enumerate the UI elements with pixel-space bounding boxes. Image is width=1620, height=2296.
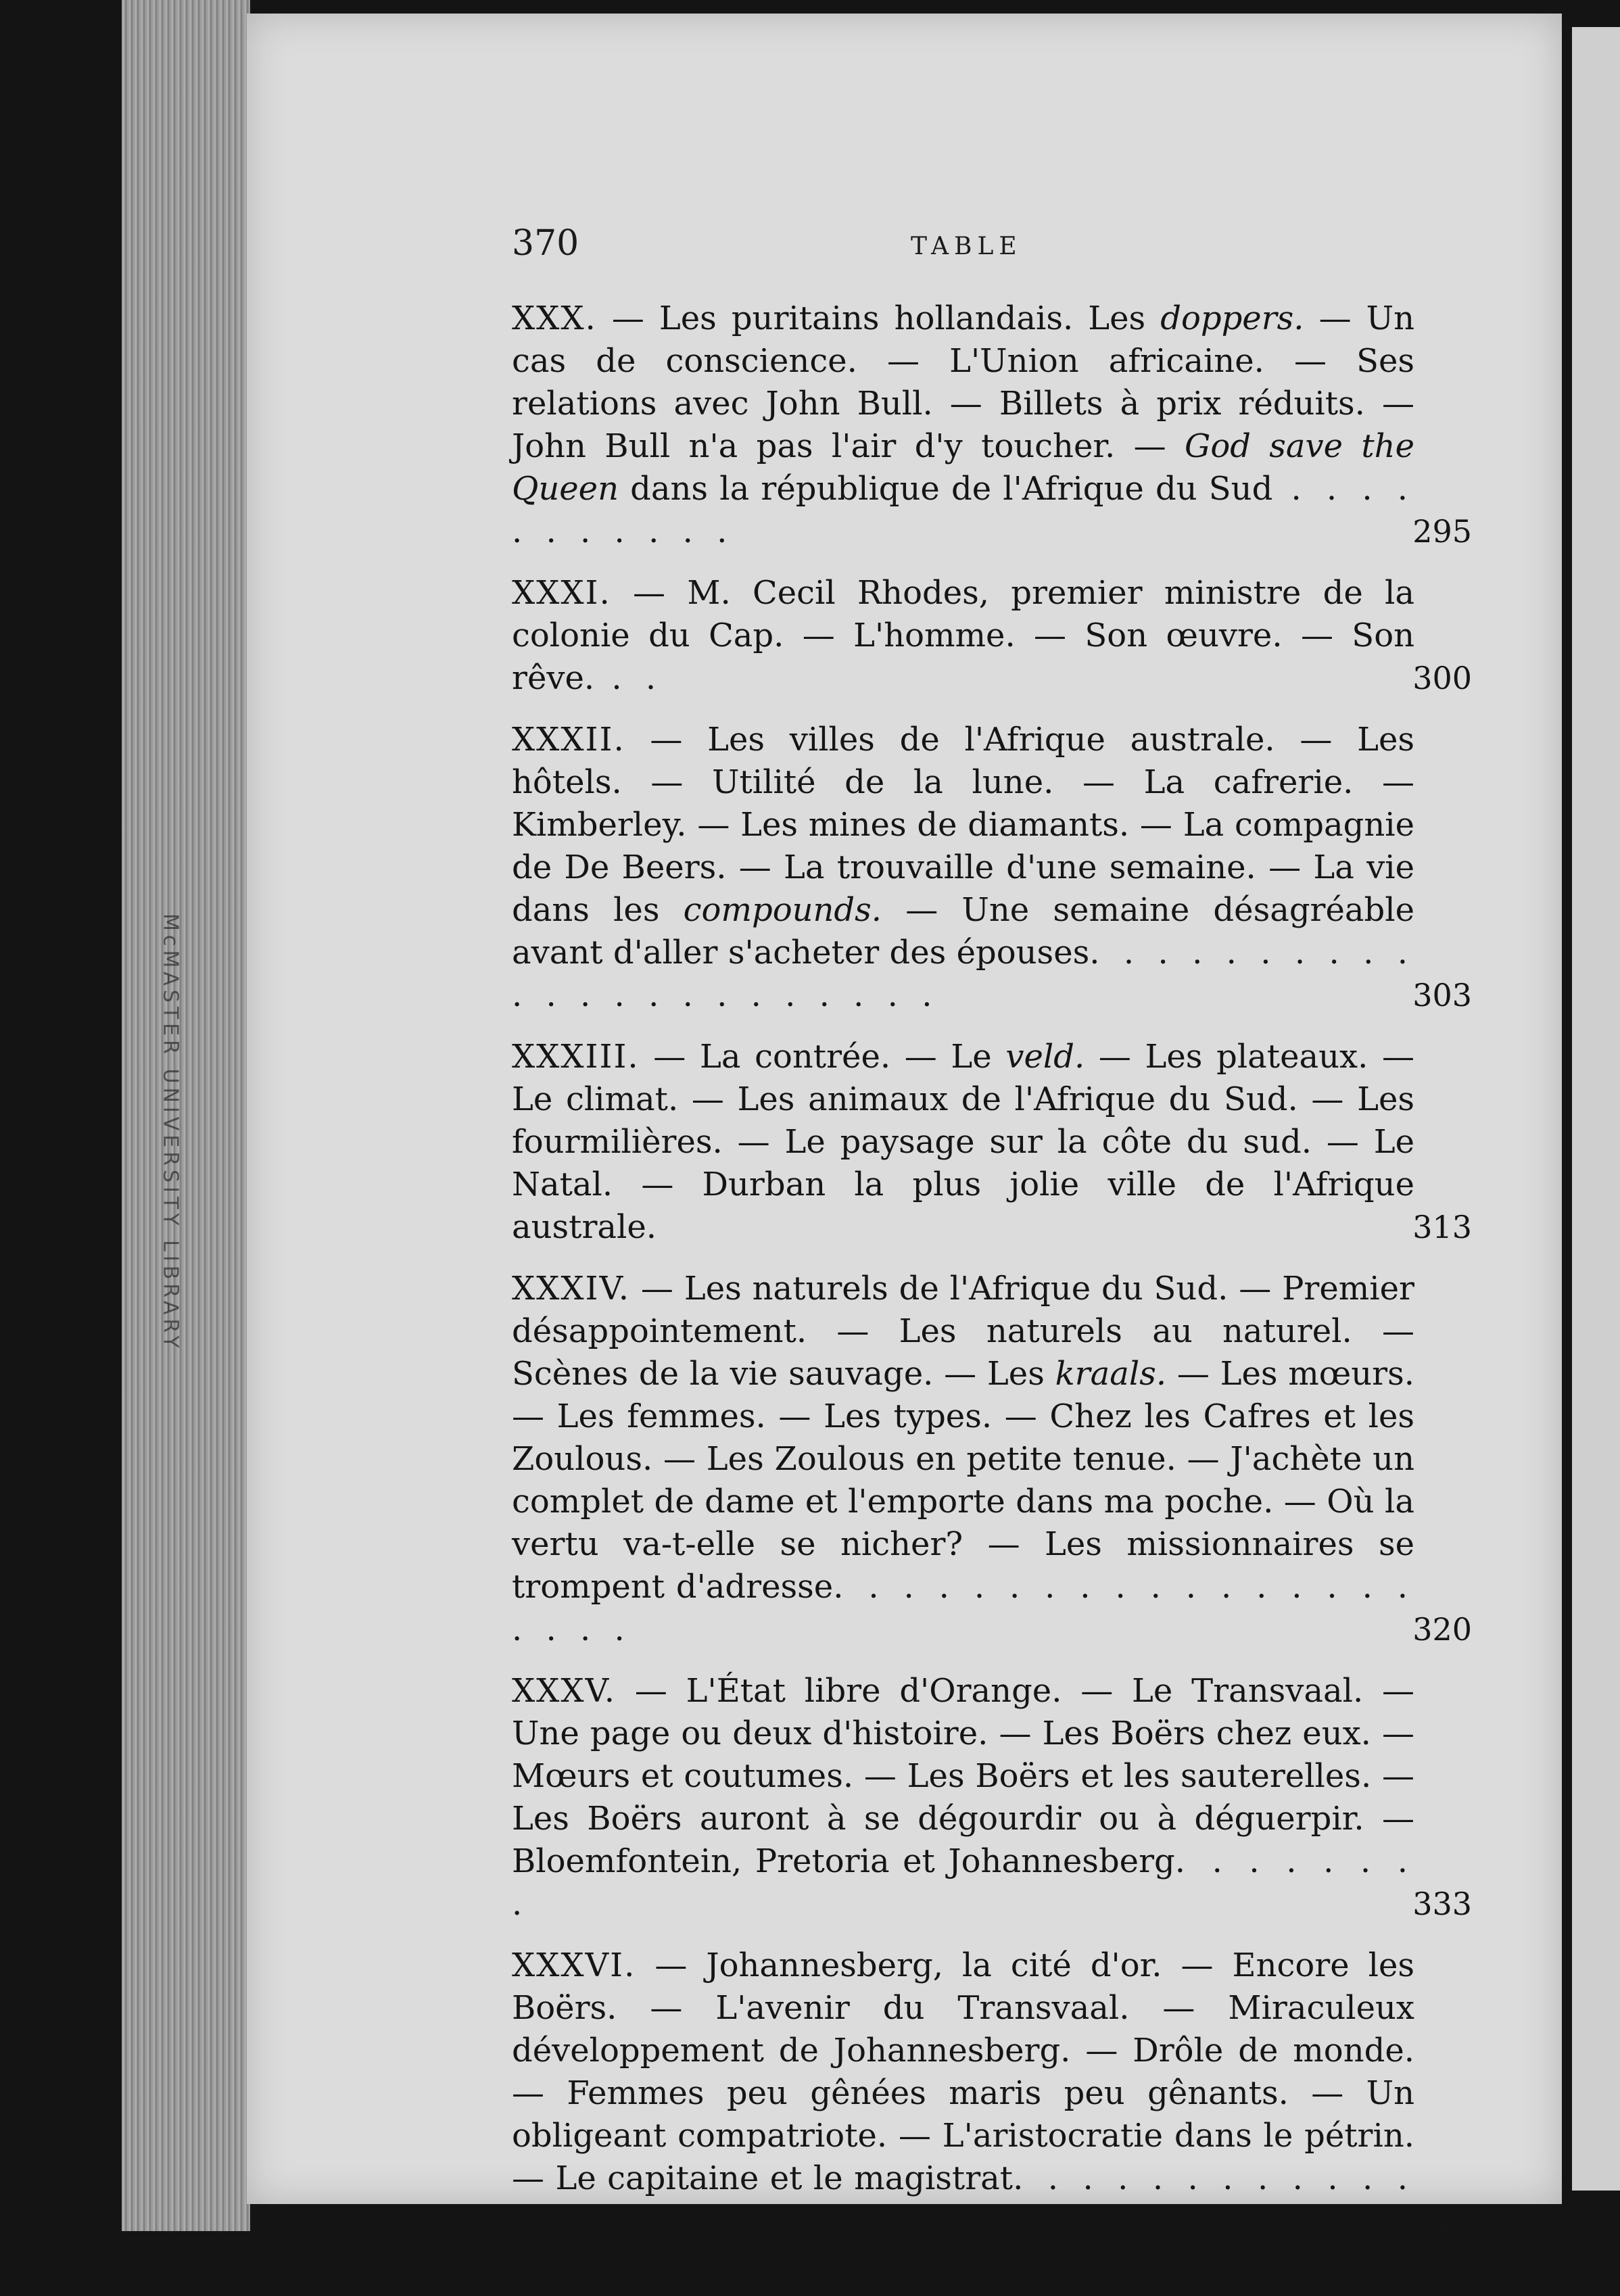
entry-italic: God save the Queen xyxy=(512,427,1415,508)
running-title: TABLE xyxy=(911,233,1022,260)
entry-text xyxy=(512,574,1414,697)
entry-text xyxy=(512,1946,1414,2240)
page-reference: 303 xyxy=(1412,977,1472,1013)
entry-italic: kraals. xyxy=(1055,1355,1167,1393)
entry-text xyxy=(512,1270,1414,1648)
entry-segment: — Les puritains hollandais. Les xyxy=(596,300,1161,337)
entry-segment: — Johannesberg, la cité d'or. — Encore les Boërs. — L'avenir du Transvaal. — Miraculeux développement de Johannesberg. — Drôle de monde. — Femmes peu gênées maris peu gênants. — Un obligeant compatriote. — L'aristocratie dans le pétrin. — Le capitaine et le magistrat xyxy=(512,1946,1414,2197)
entry-italic: veld. xyxy=(1005,1038,1085,1076)
entry-segment: — Les naturels de l'Afrique du Sud. — Premier désappointement. — Les naturels au naturel. — Scènes de la vie sauvage. — Les xyxy=(512,1270,1414,1393)
toc-entry-xxxii xyxy=(512,719,1472,1017)
chapter-numeral: XXXII. xyxy=(512,721,625,759)
facing-page-edge xyxy=(1572,27,1620,2191)
page-header xyxy=(512,223,1472,277)
chapter-numeral: XXXV. xyxy=(512,1672,617,1710)
entry-italic: doppers. xyxy=(1160,300,1304,337)
leader-dots: . . . . . . . . xyxy=(512,1842,1414,1923)
page-number: 370 xyxy=(512,223,579,264)
leader-dots: . . xyxy=(594,659,663,697)
table-of-contents xyxy=(512,297,1472,2262)
chapter-numeral: XXXIII. xyxy=(512,1038,640,1076)
library-stamp: McMASTER UNIVERSITY LIBRARY xyxy=(158,913,183,1352)
toc-entry-xxxv xyxy=(512,1670,1472,1926)
entry-segment: — M. Cecil Rhodes, premier ministre de la colonie du Cap. — L'homme. — Son œuvre. — Son rêve. xyxy=(512,574,1414,697)
page-reference: 300 xyxy=(1412,660,1472,696)
entry-segment: — La contrée. — Le xyxy=(639,1038,1006,1076)
chapter-numeral: XXXIV. xyxy=(512,1270,631,1308)
page-reference: 313 xyxy=(1412,1209,1472,1245)
chapter-numeral: XXXVI. xyxy=(512,1946,636,1984)
page-reference: 320 xyxy=(1412,1611,1472,1648)
entry-segment: — Une semaine désagréable avant d'aller s'acheter des épouses xyxy=(512,891,1414,972)
entry-text xyxy=(512,300,1414,550)
toc-entry-xxxvi xyxy=(512,1944,1472,2243)
leader-dots: . . . . . . . . . . . . . . . . . . . . . xyxy=(512,2159,1414,2240)
toc-entry-xxxiii xyxy=(512,1036,1472,1249)
entry-text xyxy=(512,1038,1414,1246)
entry-segment: — Les mœurs. — Les femmes. — Les types. — Chez les Cafres et les Zoulous. — Les Zoulous en petite tenue. — J'achète un complet de dame et l'emporte dans ma poche. — Où la vertu va-t-elle se nicher? — Les missionnaires se trompent d'adresse xyxy=(512,1355,1414,1606)
leader-dots: . . . . . . . . . . . . . . . . . . . . . xyxy=(512,1568,1415,1648)
page-reference: 333 xyxy=(1412,1886,1472,1922)
entry-segment: — Un cas de conscience. — L'Union africaine. — Ses relations avec John Bull. — Billets à prix réduits. — John Bull n'a pas l'air d'y toucher. — xyxy=(512,300,1414,465)
leader-dots: . . . . . . . . . . . xyxy=(512,470,1415,550)
chapter-numeral: XXX. xyxy=(512,300,597,337)
entry-text xyxy=(512,721,1414,1014)
toc-entry-xxxiv xyxy=(512,1268,1472,1651)
page-reference: 341 xyxy=(1412,2203,1472,2239)
entry-segment: — L'État libre d'Orange. — Le Transvaal. — Une page ou deux d'histoire. — Les Boërs chez eux. — Mœurs et coutumes. — Les Boërs et les sauterelles. — Les Boërs auront à se dégourdir ou à déguerpir. — Bloemfontein, Pretoria et Johannesberg xyxy=(512,1672,1414,1880)
page-reference: 295 xyxy=(1412,513,1472,550)
entry-italic: compounds. xyxy=(683,891,882,929)
toc-entry-xxx xyxy=(512,297,1472,553)
entry-segment: — Les plateaux. — Le climat. — Les animaux de l'Afrique du Sud. — Les fourmilières. — Le paysage sur la côte du sud. — Le Natal. — Durban la plus jolie ville de l'Afrique australe. xyxy=(512,1038,1414,1246)
toc-entry-xxxi xyxy=(512,572,1472,700)
entry-segment: dans la république de l'Afrique du Sud xyxy=(619,470,1273,508)
entry-segment: — Les villes de l'Afrique australe. — Les hôtels. — Utilité de la lune. — La cafrerie. — Kimberley. — Les mines de diamants. — La compagnie de De Beers. — La trouvaille d'une semaine. — La vie dans les xyxy=(512,721,1414,929)
chapter-numeral: XXXI. xyxy=(512,574,611,612)
leader-dots: . . . . . . . . . . . . . . . . . . . . . . . xyxy=(512,934,1414,1014)
entry-text xyxy=(512,1672,1414,1923)
